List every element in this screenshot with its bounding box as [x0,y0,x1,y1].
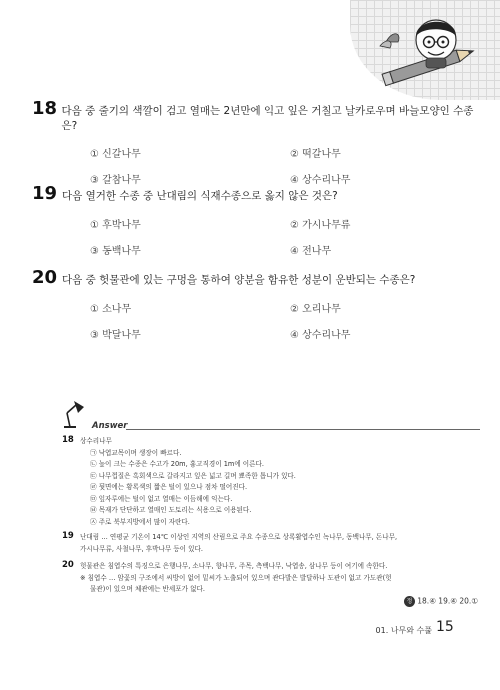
option-3[interactable]: ③ 갈참나무 [90,175,141,186]
option-2[interactable]: ② 떡갈나무 [290,149,341,160]
answer-line: 헛물관은 침엽수의 특징으로 은행나무, 소나무, 향나무, 주목, 측백나무, 낙엽송, 삼나무 등이 여기에 속한다. [80,562,388,570]
answer-badge-icon: 정 [404,596,415,607]
answer-summary [404,596,478,607]
question-text: 다음 열거한 수종 중 난대림의 식재수종으로 옳지 않은 것은? [62,190,338,202]
answer-line: ㉦ 주로 북부지방에서 많이 자란다. [90,517,190,526]
chapter-footer: 01. 나무와 수풀 [375,626,432,635]
answer-line: ㉥ 목재가 단단하고 열매인 도토리는 식용으로 이용된다. [90,506,252,514]
option-1[interactable]: ① 신갈나무 [90,149,141,160]
option-3[interactable]: ③ 동백나무 [90,246,141,257]
answer-item-20 [62,560,480,596]
page-number: 15 [436,619,454,635]
pencil-boy-mascot-icon [372,12,482,94]
question-number: 19 [32,183,58,204]
answer-header [62,403,480,433]
answer-line: ※ 침엽수 … 암꽃의 구조에서 씨방이 없어 밑씨가 노출되어 있으며 관다발은 발달하나 도관이 없고 가도관(헛 [80,573,392,582]
option-1[interactable]: ① 후박나무 [90,220,141,231]
option-1[interactable]: ① 소나무 [90,304,132,315]
answer-number: 19 [62,531,74,541]
question-text: 다음 중 헛물관에 있는 구멍을 통하여 양분을 함유한 성분이 운반되는 수종은? [62,274,416,286]
answer-summary-text: 18.④ 19.④ 20.① [417,596,478,606]
option-4[interactable]: ④ 전나무 [290,246,332,257]
desk-lamp-icon [56,397,90,431]
answer-line: 난대림 … 연평균 기온이 14℃ 이상인 지역의 산림으로 주요 수종으로 상록활엽수인 녹나무, 동백나무, 돈나무, [80,533,398,541]
answer-line: ㉢ 나무껍질은 흑회색으로 갈라지고 잎은 넓고 길며 뾰족한 톱니가 있다. [90,471,296,480]
question-number: 20 [32,267,58,288]
answer-line: 가시나무류, 사철나무, 후박나무 등이 있다. [80,544,203,553]
option-4[interactable]: ④ 상수리나무 [290,330,351,341]
answer-line: ㉠ 낙엽교목이며 생장이 빠르다. [90,448,182,457]
answer-item-19 [62,531,480,555]
option-list [90,300,482,341]
option-list [90,216,482,257]
question-18 [32,98,482,186]
option-4[interactable]: ④ 상수리나무 [290,175,351,186]
option-3[interactable]: ③ 박달나무 [90,330,141,341]
answer-line: 물관)이 있으며 체관에는 반세포가 없다. [90,585,205,593]
option-2[interactable]: ② 오리나무 [290,304,341,315]
question-text: 다음 중 줄기의 색깔이 검고 열매는 2년만에 익고 잎은 거칠고 날카로우며 바늘모양인 수종은? [61,105,474,132]
question-19 [32,183,482,257]
answer-item-18 [62,435,480,528]
answer-divider [126,429,480,430]
answer-title: Answer [92,421,128,431]
option-list [90,145,482,186]
answer-number: 20 [62,560,74,570]
answer-number: 18 [62,435,74,445]
answer-section [62,403,480,433]
answer-line: ㉡ 높이 크는 수종은 수고가 20m, 흉고직경이 1m에 이른다. [90,460,265,468]
option-2[interactable]: ② 가시나무류 [290,220,351,231]
answer-line: 상수리나무 [80,437,112,445]
question-number: 18 [32,98,58,119]
answer-line: ㉤ 잎자루에는 털이 없고 열매는 이듬해에 익는다. [90,494,233,503]
answer-line: ㉣ 뒷면에는 황록색의 짧은 털이 있으나 점차 떨어진다. [90,483,248,491]
question-20 [32,267,482,341]
